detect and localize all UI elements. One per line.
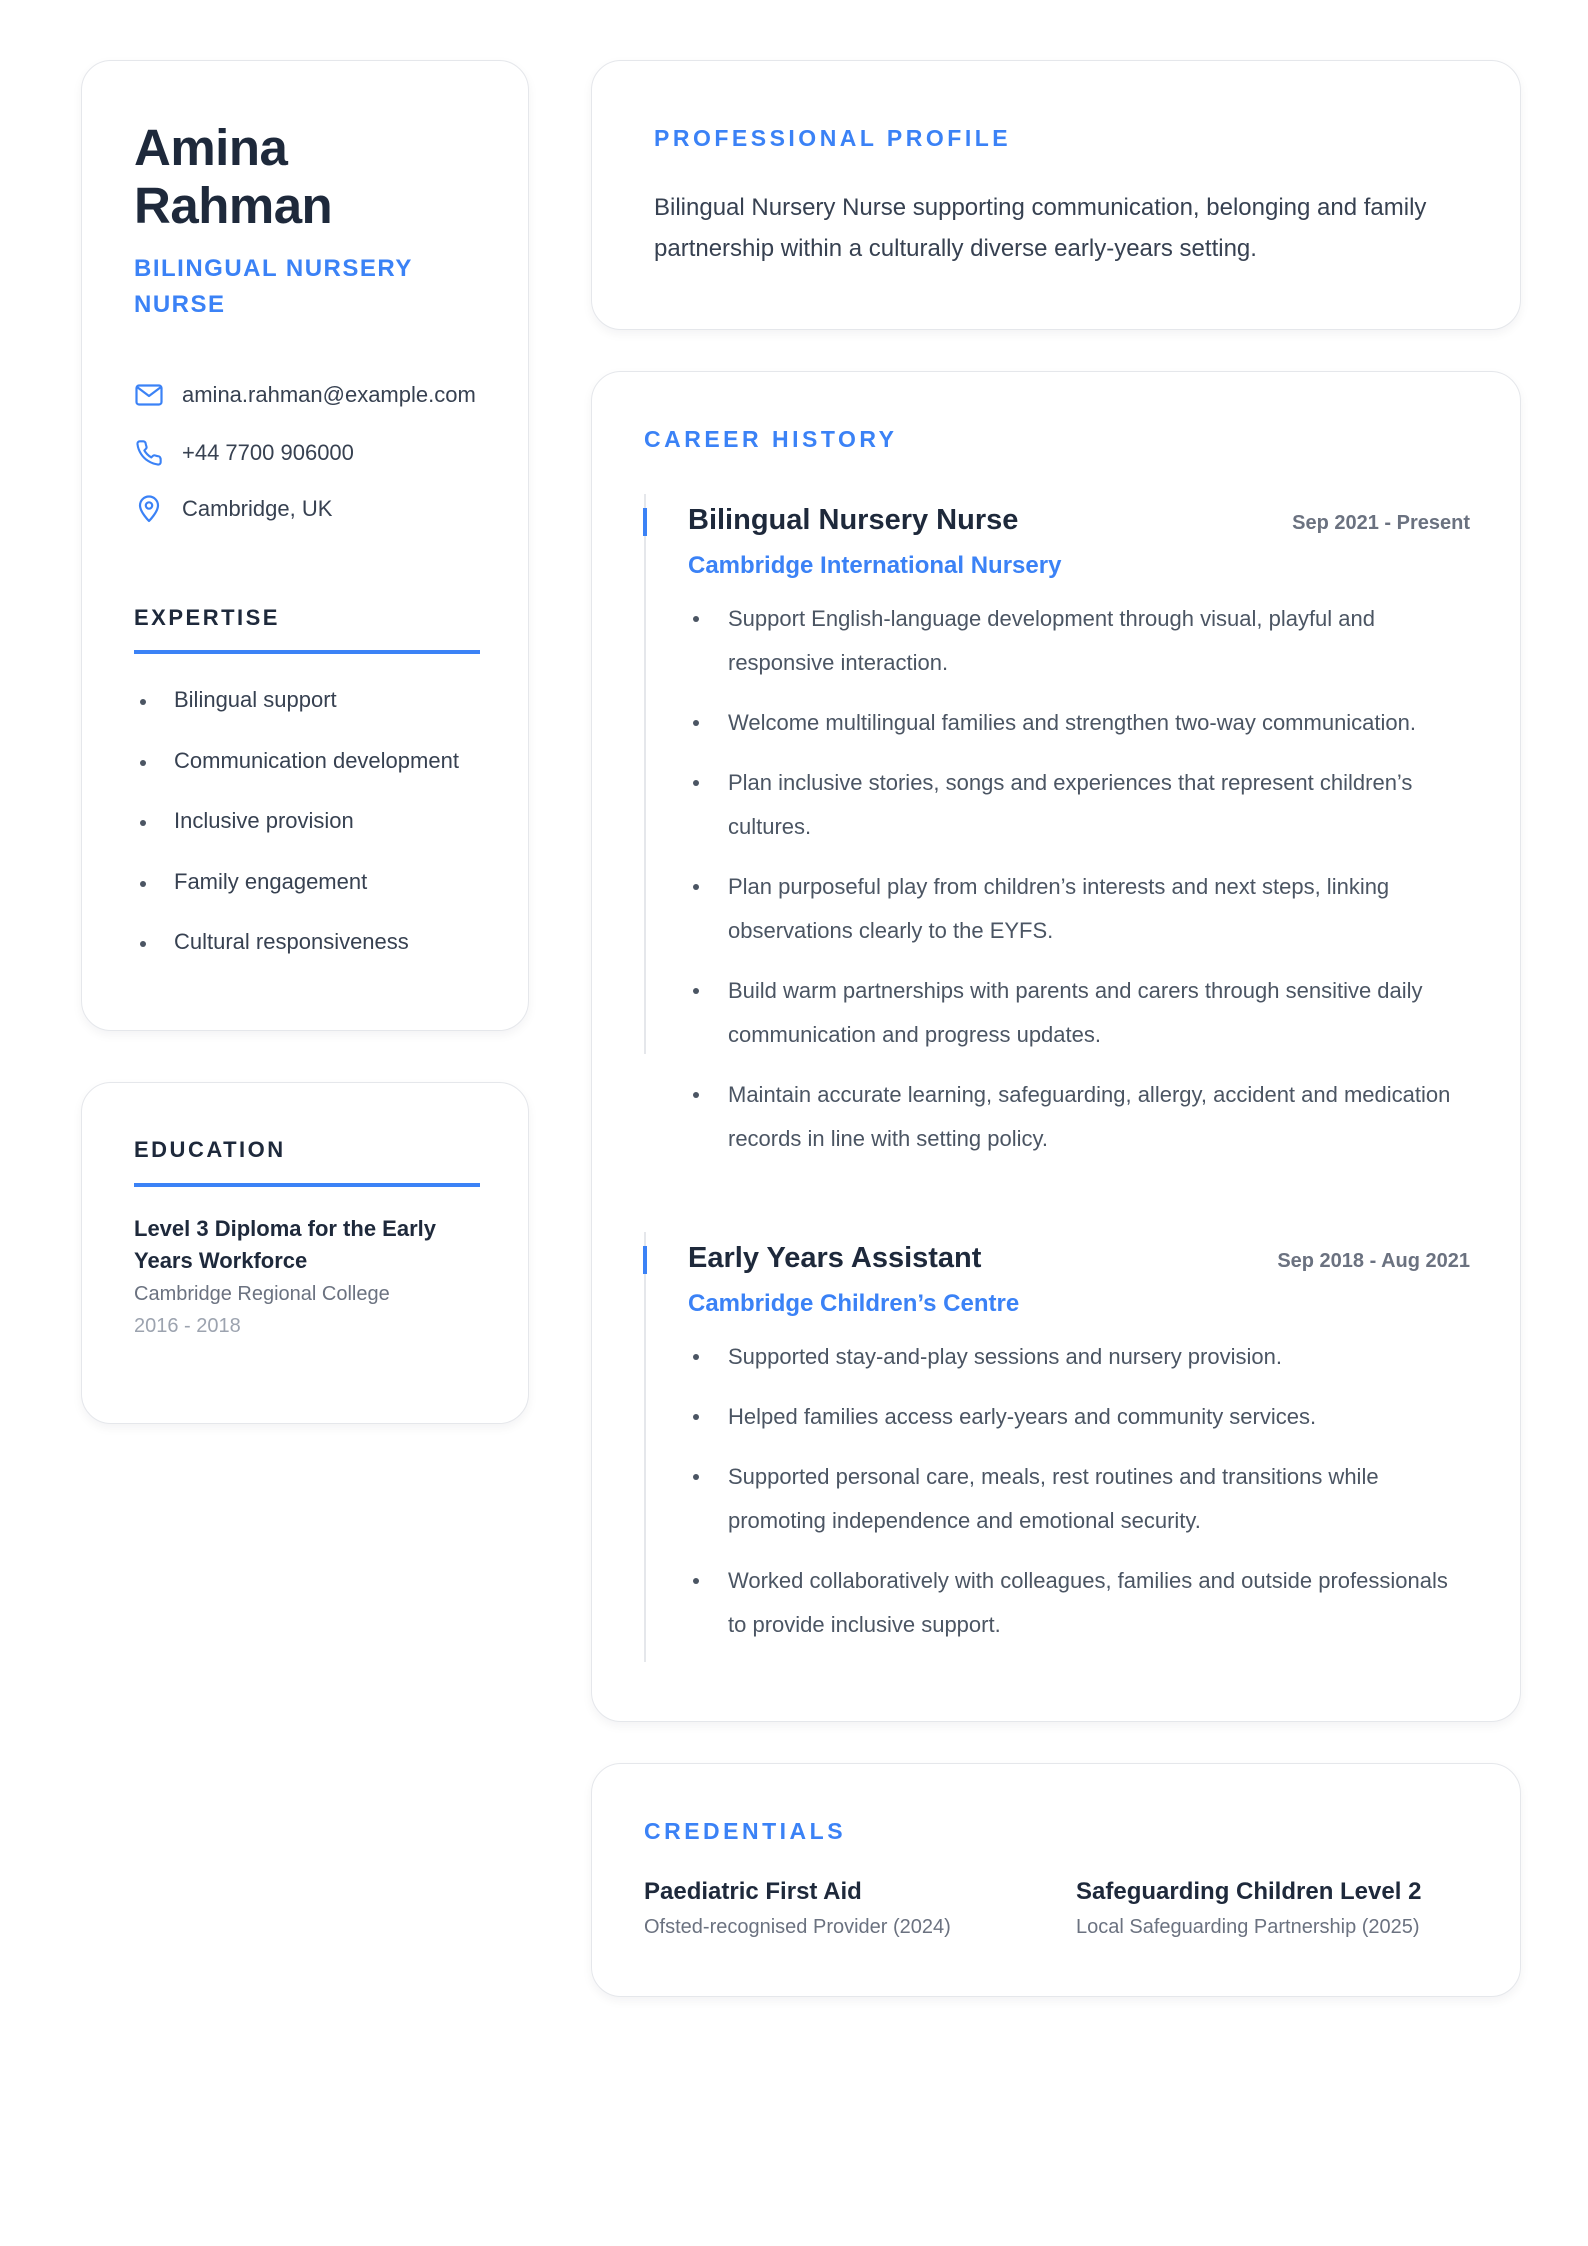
credentials-heading: CREDENTIALS bbox=[644, 1818, 847, 1844]
profile-summary: Bilingual Nursery Nurse supporting communication, belonging and family partnership within a culturally diverse early-years setting. bbox=[654, 194, 1427, 262]
job-duty: Maintain accurate learning, safeguarding, allergy, accident and medication records in line with setting policy. bbox=[688, 1073, 1470, 1177]
email-text: amina.rahman@example.com bbox=[182, 382, 476, 407]
credential-name: Paediatric First Aid bbox=[644, 1878, 862, 1905]
phone-icon bbox=[134, 438, 164, 468]
education-card bbox=[81, 1082, 529, 1424]
education-years: 2016 - 2018 bbox=[134, 1315, 241, 1337]
expertise-item: Inclusive provision bbox=[134, 806, 494, 867]
job-date: Sep 2021 - Present bbox=[1292, 512, 1470, 534]
expertise-item: Family engagement bbox=[134, 867, 494, 928]
expertise-item: Bilingual support bbox=[134, 685, 494, 746]
candidate-name: Amina Rahman bbox=[134, 119, 333, 234]
candidate-role: BILINGUAL NURSERY NURSE bbox=[134, 255, 413, 318]
job-company: Cambridge International Nursery bbox=[688, 552, 1062, 579]
job-duty: Plan purposeful play from children’s interests and next steps, linking observations clearly to the EYFS. bbox=[688, 865, 1470, 969]
phone-text: +44 7700 906000 bbox=[182, 440, 354, 465]
profile-heading: PROFESSIONAL PROFILE bbox=[654, 125, 1012, 151]
education-heading: EDUCATION bbox=[134, 1137, 286, 1162]
expertise-divider bbox=[134, 650, 480, 654]
credential-item bbox=[644, 1878, 1064, 1939]
expertise-list bbox=[134, 685, 494, 988]
job-duties bbox=[688, 1335, 1470, 1663]
career-card bbox=[591, 371, 1521, 1722]
profile-card bbox=[591, 60, 1521, 330]
job-duty: Welcome multilingual families and strengthen two-way communication. bbox=[688, 701, 1470, 761]
job-entry bbox=[644, 494, 1470, 1151]
job-title: Bilingual Nursery Nurse bbox=[688, 504, 1019, 536]
job-duty: Support English-language development through visual, playful and responsive interaction. bbox=[688, 597, 1470, 701]
expertise-heading: EXPERTISE bbox=[134, 605, 280, 630]
job-duty: Plan inclusive stories, songs and experiences that represent children’s cultures. bbox=[688, 761, 1470, 865]
job-timeline-line bbox=[644, 1232, 646, 1662]
sidebar-card bbox=[81, 60, 529, 1031]
credentials-card bbox=[591, 1763, 1521, 1997]
expertise-item: Communication development bbox=[134, 746, 494, 807]
education-divider bbox=[134, 1183, 480, 1187]
credential-issuer: Ofsted-recognised Provider (2024) bbox=[644, 1916, 951, 1938]
credential-item bbox=[1076, 1878, 1496, 1939]
education-degree: Level 3 Diploma for the Early Years Workforce bbox=[134, 1216, 436, 1273]
job-duty: Build warm partnerships with parents and carers through sensitive daily communication and progress updates. bbox=[688, 969, 1470, 1073]
job-timeline-marker bbox=[643, 1246, 647, 1274]
education-school: Cambridge Regional College bbox=[134, 1283, 390, 1305]
job-duty: Worked collaboratively with colleagues, families and outside professionals to provide inclusive support. bbox=[688, 1559, 1470, 1663]
job-title: Early Years Assistant bbox=[688, 1242, 982, 1274]
job-timeline-marker bbox=[643, 508, 647, 536]
location-text: Cambridge, UK bbox=[182, 496, 333, 521]
job-company: Cambridge Children’s Centre bbox=[688, 1290, 1020, 1317]
job-entry bbox=[644, 1232, 1470, 1662]
contact-location bbox=[134, 493, 494, 525]
job-date: Sep 2018 - Aug 2021 bbox=[1277, 1250, 1470, 1272]
expertise-item: Cultural responsiveness bbox=[134, 927, 494, 988]
job-duty: Helped families access early-years and community services. bbox=[688, 1395, 1470, 1455]
credential-name: Safeguarding Children Level 2 bbox=[1076, 1878, 1422, 1905]
credential-issuer: Local Safeguarding Partnership (2025) bbox=[1076, 1916, 1420, 1938]
career-heading: CAREER HISTORY bbox=[644, 426, 898, 452]
job-duties bbox=[688, 597, 1470, 1177]
contact-phone[interactable] bbox=[134, 437, 494, 469]
job-timeline-line bbox=[644, 494, 646, 1054]
location-pin-icon bbox=[134, 494, 164, 524]
mail-icon bbox=[134, 380, 164, 410]
job-duty: Supported personal care, meals, rest routines and transitions while promoting independence and emotional security. bbox=[688, 1455, 1470, 1559]
contact-email[interactable] bbox=[134, 379, 494, 411]
job-duty: Supported stay-and-play sessions and nursery provision. bbox=[688, 1335, 1470, 1395]
